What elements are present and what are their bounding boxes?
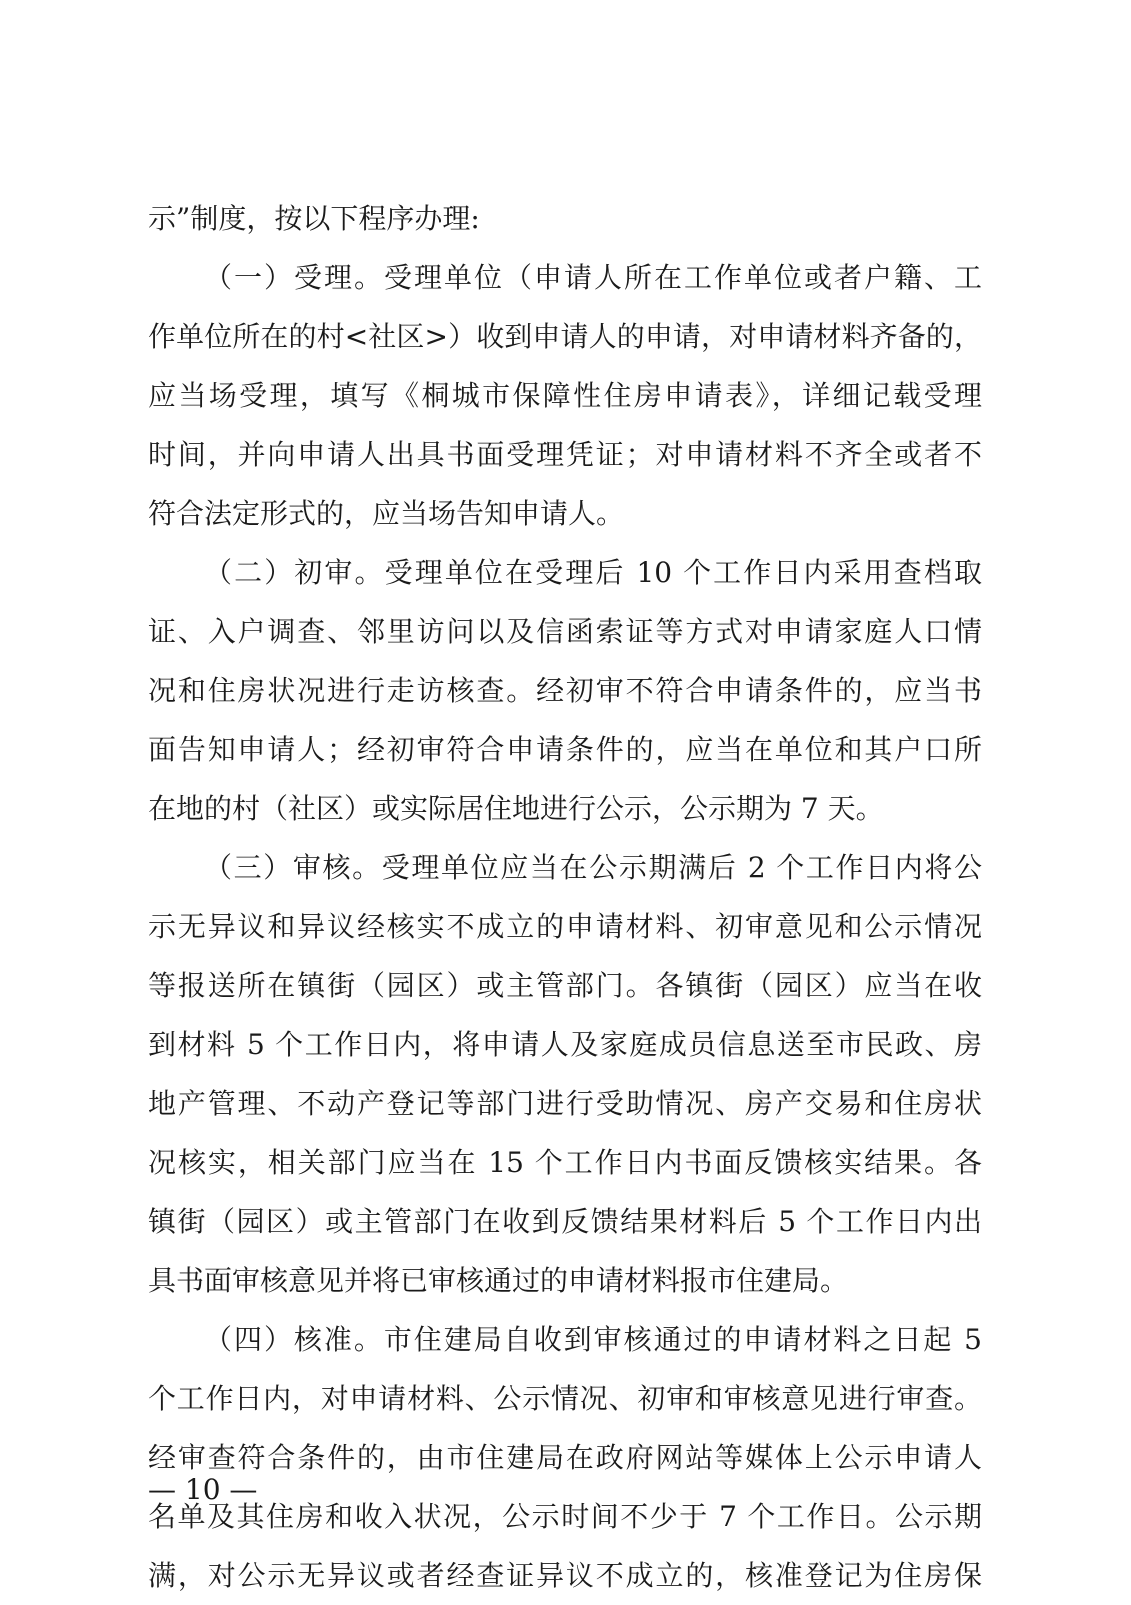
text-line: （一）受理。受理单位（申请人所在工作单位或者户籍、工 — [204, 261, 982, 294]
text-line: 满，对公示无异议或者经查证异议不成立的，核准登记为住房保 — [148, 1559, 982, 1592]
text-line: 地产管理、不动产登记等部门进行受助情况、房产交易和住房状 — [148, 1087, 982, 1120]
text-line: （四）核准。市住建局自收到审核通过的申请材料之日起 5 — [204, 1323, 982, 1356]
text-line: 应当场受理，填写《桐城市保障性住房申请表》，详细记载受理 — [148, 379, 982, 412]
text-line: 等报送所在镇街（园区）或主管部门。各镇街（园区）应当在收 — [148, 969, 982, 1002]
text-line: 经审查符合条件的，由市住建局在政府网站等媒体上公示申请人 — [148, 1441, 982, 1474]
text-line: 符合法定形式的，应当场告知申请人。 — [148, 497, 625, 530]
text-line: 具书面审核意见并将已审核通过的申请材料报市住建局。 — [148, 1264, 849, 1297]
text-line: 到材料 5 个工作日内，将申请人及家庭成员信息送至市民政、房 — [148, 1028, 982, 1061]
text-line: 示”制度，按以下程序办理: — [148, 202, 480, 235]
text-line: 面告知申请人；经初审符合申请条件的，应当在单位和其户口所 — [148, 733, 982, 766]
text-line: 作单位所在的村<社区>）收到申请人的申请，对申请材料齐备的， — [148, 320, 982, 353]
text-line: （二）初审。受理单位在受理后 10 个工作日内采用查档取 — [204, 556, 982, 589]
text-line: 时间，并向申请人出具书面受理凭证；对申请材料不齐全或者不 — [148, 438, 982, 471]
text-line: 况核实，相关部门应当在 15 个工作日内书面反馈核实结果。各 — [148, 1146, 982, 1179]
text-line: 镇街（园区）或主管部门在收到反馈结果材料后 5 个工作日内出 — [148, 1205, 982, 1238]
text-line: 示无异议和异议经核实不成立的申请材料、初审意见和公示情况 — [148, 910, 982, 943]
page-number: — 10 — — [148, 1473, 258, 1506]
document-body — [148, 189, 982, 1605]
text-line: 况和住房状况进行走访核查。经初审不符合申请条件的，应当书 — [148, 674, 982, 707]
text-line: 个工作日内，对申请材料、公示情况、初审和审核意见进行审查。 — [148, 1382, 982, 1415]
text-line: 证、入户调查、邻里访问以及信函索证等方式对申请家庭人口情 — [148, 615, 982, 648]
text-line: 在地的村（社区）或实际居住地进行公示，公示期为 7 天。 — [148, 792, 884, 825]
text-line: 名单及其住房和收入状况，公示时间不少于 7 个工作日。公示期 — [148, 1500, 982, 1533]
text-line: （三）审核。受理单位应当在公示期满后 2 个工作日内将公 — [204, 851, 982, 884]
